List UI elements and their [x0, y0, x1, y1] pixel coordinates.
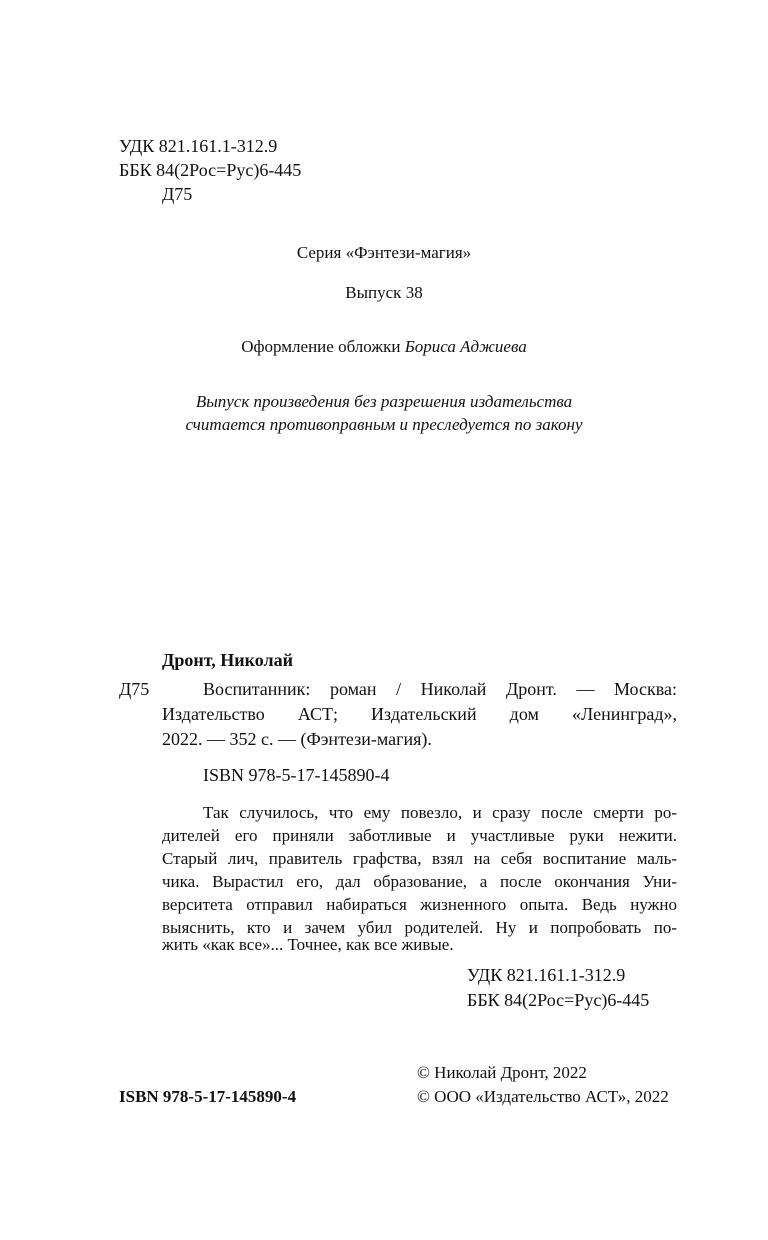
copyright-warning-line-2: считается противоправным и преследуется по закону	[185, 415, 583, 434]
copyright-warning-line-1: Выпуск произведения без разрешения издательства	[195, 392, 573, 411]
annotation-line-7: жить «как все»... Точнее, как все живые.	[162, 935, 454, 954]
bibliography-line-2: Издательство АСТ; Издательский дом «Ленинград»,	[162, 704, 677, 724]
copyright-publisher: © ООО «Издательство АСТ», 2022	[417, 1087, 669, 1106]
annotation-line-6: выяснить, кто и зачем убил родителей. Ну и попробовать по-	[162, 918, 677, 937]
author-mark: Д75	[162, 184, 193, 204]
annotation-line-2: дителей его приняли заботливые и участливые руки нежити.	[162, 826, 677, 845]
annotation-line-4: чика. Вырастил его, дал образование, а после окончания Уни-	[162, 872, 677, 891]
bbk-code-bottom: ББК 84(2Рос=Рус)6-445	[467, 990, 650, 1010]
udk-code-bottom: УДК 821.161.1-312.9	[467, 965, 626, 985]
cover-design-credit	[0, 334, 768, 359]
annotation-line-1: Так случилось, что ему повезло, и сразу после смерти ро-	[203, 803, 677, 822]
bbk-code: ББК 84(2Рос=Рус)6-445	[119, 160, 302, 180]
udk-code: УДК 821.161.1-312.9	[119, 136, 278, 156]
annotation-line-3: Старый лич, правитель графства, взял на себя воспитание маль-	[162, 849, 677, 868]
series-issue: Выпуск 38	[345, 283, 423, 302]
footer-isbn: ISBN 978-5-17-145890-4	[119, 1087, 297, 1106]
cover-designer-name: Бориса Аджиева	[404, 337, 527, 356]
bibliography-line-3: 2022. — 352 с. — (Фэнтези-магия).	[162, 729, 432, 749]
annotation-line-5: верситета отправил набираться жизненного опыта. Ведь нужно	[162, 895, 677, 914]
copyright-author: © Николай Дронт, 2022	[417, 1063, 587, 1082]
bibliography-line-1: Воспитанник: роман / Николай Дронт. — Москва:	[203, 679, 677, 699]
bibliography-mark: Д75	[119, 679, 150, 699]
series-name: Серия «Фэнтези-магия»	[296, 243, 472, 262]
cover-design-prefix: Оформление обложки	[241, 337, 401, 356]
bibliography-isbn: ISBN 978-5-17-145890-4	[203, 765, 390, 785]
bibliography-author: Дронт, Николай	[162, 650, 293, 670]
